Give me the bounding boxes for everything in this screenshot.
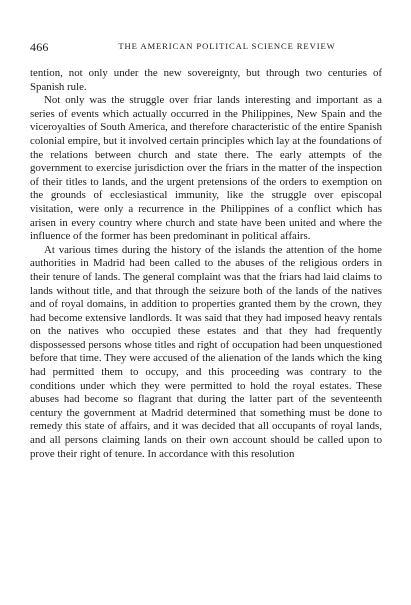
page-content [30,40,382,461]
running-head [30,40,382,54]
body-text [30,67,382,461]
paragraph-abuses: At various times during the history of the islands the attention of the home authorities in Madrid had been called to the abuses of the religious orders in their tenure of lands. The general complaint was that the friars had laid claims to lands without title, and that through the seizure both of the lands of the natives and of royal domains, in addition to properties granted them by the crown, they had become extensive landlords. It was said that they had imposed heavy rentals on the natives who occupied these estates and that they had frequently dispossessed persons whose titles and right of occupation had been unquestioned before that time. They were accused of the alienation of the lands which the king had permitted them to occupy, and this proceeding was contrary to the conditions under which they were permitted to hold the royal estates. These abuses had become so flagrant that during the latter part of the seventeenth century the government at Madrid determined that something must be done to remedy this state of affairs, and it was decided that all occupants of royal lands, and all persons claiming lands on their own account should be called upon to prove their right of tenure. In accordance with this resolution [30,243,382,460]
paragraph-friar-lands: Not only was the struggle over friar lands interesting and important as a series of events which actually occurred in the Philippines, New Spain and the viceroyalties of South America, and therefore characteristic of the entire Spanish colonial empire, but it involved certain principles which lay at the foundations of the relations between church and state there. The early attempts of the government to exercise jurisdiction over the friars in the matter of the inspection of their titles to lands, and the urgent pretensions of the orders to exemption on the grounds of ecclesiastical immunity, like the struggle over episcopal visitation, were only a recurrence in the Philippines of a conflict which has arisen in every country where church and state have been united and where the influence of the former has been predominant in political affairs. [30,94,382,243]
paragraph-continuation: tention, not only under the new sovereignty, but through two centuries of Spanish rule. [30,67,382,93]
journal-title: THE AMERICAN POLITICAL SCIENCE REVIEW [118,41,336,51]
page-number: 466 [30,40,49,54]
